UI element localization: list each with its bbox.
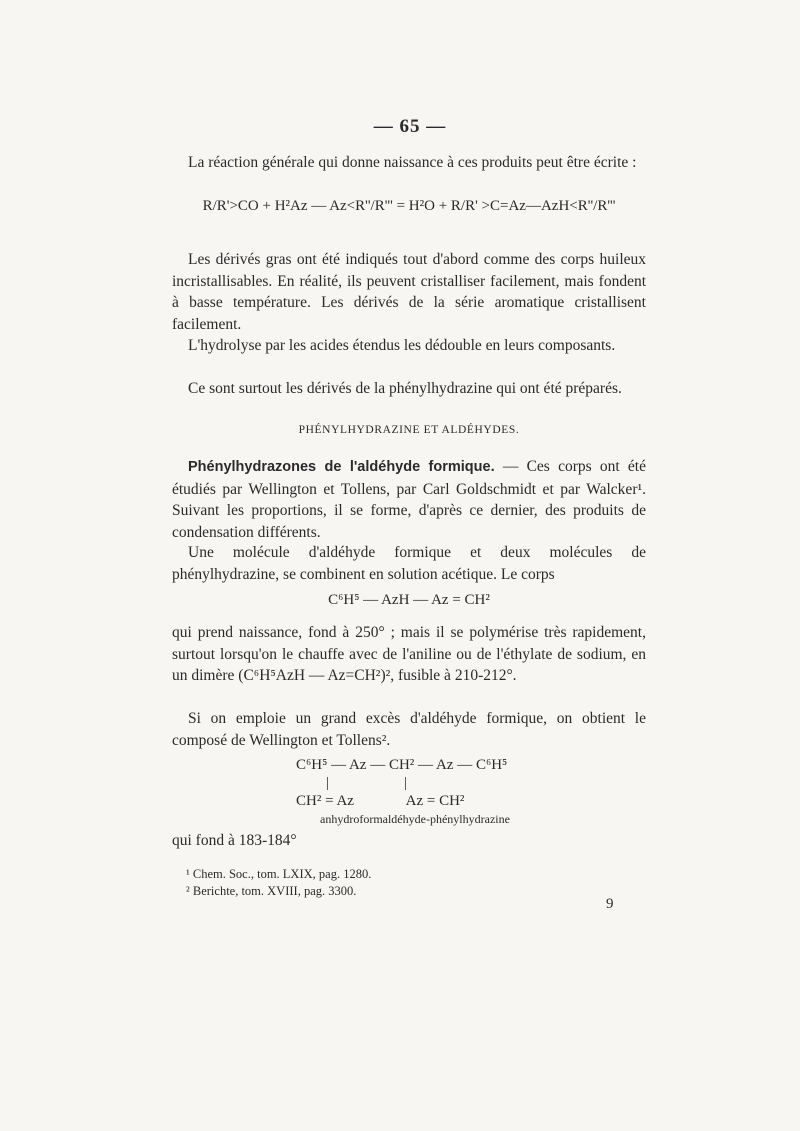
paragraph-hydrolysis: L'hydrolyse par les acides étendus les dédouble en leurs composants.	[188, 337, 616, 354]
page-number: — 65 —	[373, 116, 447, 137]
paragraph-phenylhydrazine: Ce sont surtout les dérivés de la phénylhydrazine qui ont été préparés.	[188, 380, 622, 397]
section-title: PHÉNYLHYDRAZINE ET ALDÉHYDES.	[298, 424, 520, 436]
footnote-1: ¹ Chem. Soc., tom. LXIX, pag. 1280.	[186, 867, 372, 881]
structural-formula	[296, 756, 507, 810]
paragraph-body: — Ces corps ont été étudiés par Wellington et Tollens, par Carl Goldschmidt et par Walcker¹. Suivant les proportions, il se forme, d'après ce dernier, des produits de condensation différents.	[172, 458, 646, 541]
signature-mark: 9	[606, 896, 614, 912]
paragraph-heading: Phénylhydrazones de l'aldéhyde formique.	[188, 459, 495, 475]
paragraph-fatty-derivatives: Les dérivés gras ont été indiqués tout d'abord comme des corps huileux incristallisables. En réalité, ils peuvent cristalliser facilement, mais fondent à basse température. Les dérivés de la série aromatique cristallisent facilement.	[172, 251, 646, 333]
paragraph-melting: qui prend naissance, fond à 250° ; mais il se polymérise très rapidement, surtout lorsqu'on le chauffe avec de l'aniline ou de l'éthylate de sodium, en un dimère (C⁶H⁵AzH — Az=CH²)², fusible à 210-212°.	[172, 624, 646, 684]
structure-caption: anhydroformaldéhyde-phénylhydrazine	[320, 812, 510, 826]
structure-line-2: | |	[296, 775, 408, 791]
paragraph-molecule: Une molécule d'aldéhyde formique et deux molécules de phénylhydrazine, se combinent en solution acétique. Le corps	[172, 544, 646, 583]
corps-formula: C⁶H⁵ — AzH — Az = CH²	[328, 592, 490, 608]
footnote-2: ² Berichte, tom. XVIII, pag. 3300.	[186, 884, 357, 898]
intro-paragraph: La réaction générale qui donne naissance à ces produits peut être écrite :	[188, 154, 637, 171]
structure-line-3: CH² = Az Az = CH²	[296, 793, 465, 809]
paragraph-melting-point: qui fond à 183-184°	[172, 832, 297, 849]
paragraph-excess: Si on emploie un grand excès d'aldéhyde formique, on obtient le composé de Wellington et Tollens².	[172, 710, 646, 749]
paragraph-formaldehyde-phenylhydrazones	[172, 456, 646, 543]
general-reaction-formula: R/R'>CO + H²Az — Az<R''/R''' = H²O + R/R' >C=Az—AzH<R''/R'''	[202, 198, 616, 214]
structure-line-1: C⁶H⁵ — Az — CH² — Az — C⁶H⁵	[296, 757, 508, 773]
